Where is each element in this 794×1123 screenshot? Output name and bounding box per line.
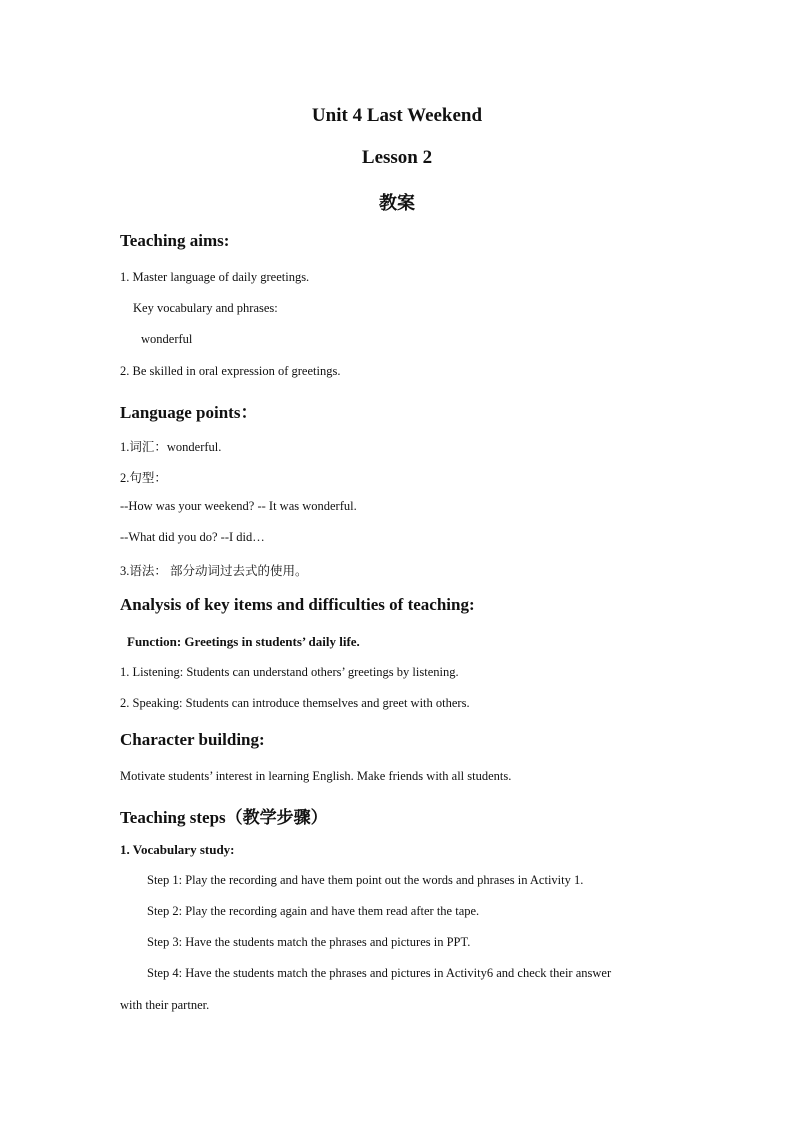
step-4-line-2: with their partner.	[120, 998, 210, 1012]
teaching-steps-heading: Teaching steps（教学步骤）	[120, 808, 328, 827]
analysis-heading: Analysis of key items and difficulties of teaching:	[120, 595, 475, 614]
language-point-2: 2.句型：	[120, 471, 167, 485]
sentence-pattern-2: --What did you do? --I did…	[120, 530, 265, 544]
vocab-label: Key vocabulary and phrases:	[133, 301, 278, 315]
step-4-line-1: Step 4: Have the students match the phrases and pictures in Activity6 and check their answer	[147, 966, 612, 980]
vocabulary-study-heading: 1. Vocabulary study:	[120, 842, 235, 857]
language-point-3: 3.语法： 部分动词过去式的使用。	[120, 564, 308, 578]
analysis-item-2: 2. Speaking: Students can introduce themselves and greet with others.	[120, 696, 470, 710]
aim-item-2: 2. Be skilled in oral expression of greetings.	[120, 364, 341, 378]
step-1: Step 1: Play the recording and have them point out the words and phrases in Activity 1.	[147, 873, 584, 887]
step-3: Step 3: Have the students match the phrases and pictures in PPT.	[147, 935, 471, 949]
vocab-word: wonderful	[141, 332, 193, 346]
character-building-heading: Character building:	[120, 730, 265, 749]
sentence-pattern-1: --How was your weekend? -- It was wonderful.	[120, 499, 357, 513]
function-line: Function: Greetings in students’ daily life.	[127, 634, 360, 649]
document-title: Unit 4 Last Weekend	[311, 105, 483, 126]
language-points-heading: Language points：	[120, 403, 258, 422]
character-building-text: Motivate students’ interest in learning English. Make friends with all students.	[120, 769, 512, 783]
aim-item-1: 1. Master language of daily greetings.	[120, 270, 310, 284]
doc-type-title: 教案	[379, 193, 415, 214]
teaching-aims-heading: Teaching aims:	[120, 231, 230, 250]
language-point-1: 1.词汇：wonderful.	[120, 440, 222, 454]
lesson-title: Lesson 2	[361, 147, 433, 168]
step-2: Step 2: Play the recording again and have them read after the tape.	[147, 904, 480, 918]
analysis-item-1: 1. Listening: Students can understand others’ greetings by listening.	[120, 665, 459, 679]
